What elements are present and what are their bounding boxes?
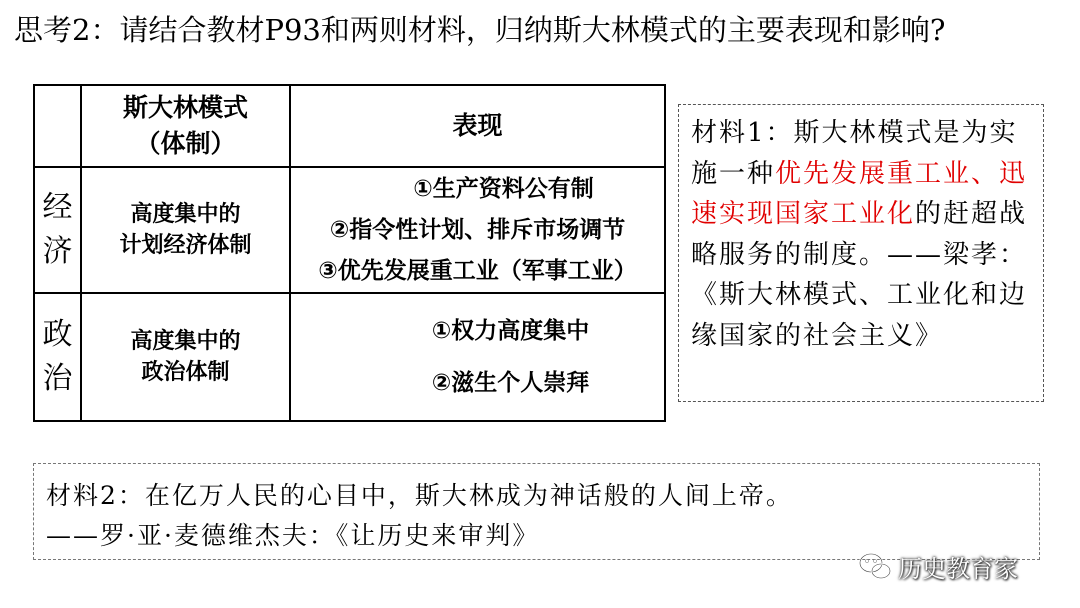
economy-features-cell <box>290 167 665 293</box>
watermark <box>858 548 1018 584</box>
header-model-cell <box>81 85 290 167</box>
feature-item: ②滋生个人崇拜 <box>431 370 590 396</box>
feature-item: ①权力高度集中 <box>431 318 590 344</box>
material-1-highlight: 优先发展重工业、迅速实现国家工业化 <box>691 158 1028 229</box>
header-empty-cell <box>34 85 81 167</box>
row-label-politics: 政 治 <box>34 293 81 421</box>
feature-item: ①生产资料公有制 <box>413 175 594 202</box>
question-title: 思考2：请结合教材P93和两则材料，归纳斯大林模式的主要表现和影响? <box>14 13 946 47</box>
header-performance-cell: 表现 <box>290 85 665 167</box>
table-row-politics <box>34 293 665 421</box>
material-1-text-tail: 的赶超战略服务的制度。——梁孝：《斯大林模式、工业化和边缘国家的社会主义》 <box>691 199 1028 351</box>
wechat-icon <box>858 551 892 581</box>
material-1-box <box>678 104 1044 402</box>
material-2-quote: 材料2：在亿万人民的心目中，斯大林成为神话般的人间上帝。 <box>46 481 793 510</box>
material-1-text: 材料1：斯大林模式是为实施一种 <box>691 118 1018 189</box>
material-2-source: ——罗·亚·麦德维杰夫：《让历史来审判》 <box>46 521 540 550</box>
row-label-economy: 经 济 <box>34 167 81 293</box>
table-row-economy <box>34 167 665 293</box>
politics-features-cell <box>290 293 665 421</box>
watermark-text: 历史教育家 <box>898 554 1018 583</box>
economy-system-cell: 高度集中的 计划经济体制 <box>81 167 290 293</box>
politics-system-cell: 高度集中的 政治体制 <box>81 293 290 421</box>
header-model-line2: （体制） <box>135 129 236 158</box>
stalin-model-table <box>33 84 666 422</box>
table-header-row <box>34 85 665 167</box>
feature-item: ③优先发展重工业（军事工业） <box>318 257 637 284</box>
header-model-line1: 斯大林模式 <box>122 93 248 122</box>
material-2-box <box>33 463 1040 560</box>
feature-item: ②指令性计划、排斥市场调节 <box>329 216 626 243</box>
